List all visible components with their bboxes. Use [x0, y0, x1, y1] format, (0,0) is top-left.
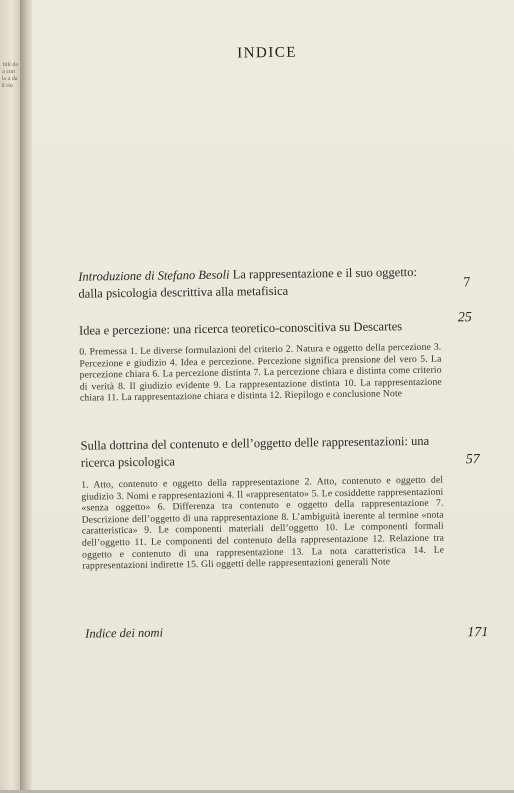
- entry-title: La rappresentazione e il suo oggetto: dalla psicologia descrittiva alla metafisica: [78, 264, 418, 301]
- previous-page-edge: [0, 0, 20, 790]
- section-list: 0. Premessa 1. Le diverse formulazioni del criterio 2. Natura e oggetto della percezione 3. Percezione e giudizio 4. Idea e percezione. Percezione significa prensione del vero 5. La percezione chiara 6. La percezione distinta 7. La percezione chiara e distinta come criterio di verità 8. Il giudizio evidente 9. La rappresentazione distinta 10. La rappresentazione chiara 11. La rappresentazione chiara e distinta 12. Riepilogo e conclusione Note: [79, 341, 442, 405]
- entry-author-label: Introduzione di Stefano Besoli: [78, 267, 230, 284]
- page-content: [26, 0, 514, 793]
- toc-entry-idea-e-percezione: Idea e percezione: una ricerca teoretico-conoscitiva su Descartes: [78, 319, 403, 338]
- previous-page-text-fragment: bili da a con la a da il rio: [1, 62, 19, 89]
- page-number: 171: [467, 625, 489, 641]
- index-page: [32, 0, 514, 790]
- toc-entry-introduzione: [78, 264, 438, 303]
- page-number: 57: [465, 452, 480, 468]
- page-number: 25: [457, 310, 472, 326]
- toc-entry-indice-dei-nomi: Indice dei nomi: [85, 625, 164, 641]
- page-number: 7: [463, 275, 471, 291]
- page-title: INDICE: [237, 44, 298, 62]
- toc-entry-sulla-dottrina: Sulla dottrina del contenuto e dell’oggetto delle rappresentazioni: una ricerca psicologica: [80, 433, 430, 470]
- section-list: 1. Atto, contenuto e oggetto della rappresentazione 2. Atto, contenuto e oggetto del giudizio 3. Nomi e rappresentazioni 4. Il «rappresentato» 5. Le cosiddette rappresentazioni «senza oggetto» 6. Differenza tra contenuto e oggetto della rappresentazione 7. Descrizione dell’oggetto di una rappresentazione 8. L’ambiguità inerente al termine «nota caratteristica» 9. Le componenti materiali dell’oggetto 10. Le componenti formali dell’oggetto 11. Le componenti del contenuto della rappresentazione 12. Relazione tra oggetto e contenuto di una rappresentazione 13. La nota caratteristica 14. Le rappresentazioni indirette 15. Gli oggetti delle rappresentazioni generali Note: [81, 474, 445, 572]
